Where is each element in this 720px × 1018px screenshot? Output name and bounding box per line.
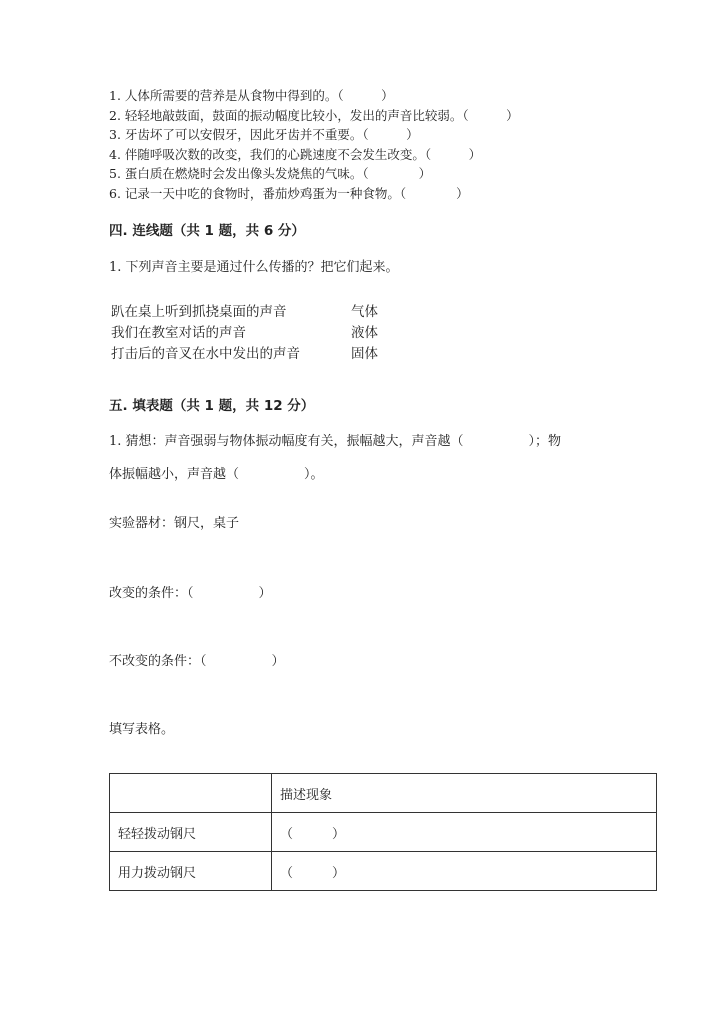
table-row-label-1: 轻轻拨动钢尺 bbox=[110, 813, 272, 852]
table-row-label-2: 用力拨动钢尺 bbox=[110, 852, 272, 891]
tf-item-3: 3. 牙齿坏了可以安假牙，因此牙齿并不重要。（ ） bbox=[109, 127, 419, 143]
tf-item-5: 5. 蛋白质在燃烧时会发出像头发烧焦的气味。（ ） bbox=[109, 166, 432, 182]
match-right-item-2: 液体 bbox=[351, 325, 378, 341]
section5-line1: 1. 猜想：声音强弱与物体振动幅度有关，振幅越大，声音越（ ）；物 bbox=[109, 434, 562, 449]
table-row-answer-1: （ ） bbox=[272, 813, 657, 852]
section5-line2: 体振幅越小，声音越（ ）。 bbox=[109, 467, 324, 482]
match-row bbox=[111, 302, 378, 323]
section4-title: 四. 连线题（共 1 题，共 6 分） bbox=[109, 223, 305, 239]
unchanged-condition-line: 不改变的条件：（ ） bbox=[109, 654, 285, 669]
table-header-row bbox=[110, 774, 657, 813]
matching-block bbox=[111, 302, 378, 365]
table-row bbox=[110, 813, 657, 852]
match-left-item-1: 趴在桌上听到抓挠桌面的声音 bbox=[111, 304, 287, 320]
true-false-list bbox=[109, 86, 669, 204]
match-right-item-3: 固体 bbox=[351, 346, 378, 362]
section5-title: 五. 填表题（共 1 题，共 12 分） bbox=[109, 398, 315, 414]
match-left-item-2: 我们在教室对话的声音 bbox=[111, 325, 246, 341]
table-header-phenomenon: 描述现象 bbox=[272, 774, 657, 813]
match-right-item-1: 气体 bbox=[351, 304, 378, 320]
match-row bbox=[111, 344, 378, 365]
table-instruction: 填写表格。 bbox=[109, 722, 175, 737]
table-row bbox=[110, 852, 657, 891]
table-row-answer-2: （ ） bbox=[272, 852, 657, 891]
tf-item-6: 6. 记录一天中吃的食物时，番茄炒鸡蛋为一种食物。（ ） bbox=[109, 185, 469, 201]
match-row bbox=[111, 323, 378, 344]
tf-item-4: 4. 伴随呼吸次数的改变，我们的心跳速度不会发生改变。（ ） bbox=[109, 146, 482, 162]
observation-table bbox=[109, 773, 657, 891]
match-left-item-3: 打击后的音叉在水中发出的声音 bbox=[111, 346, 300, 362]
table-header-empty-cell bbox=[110, 774, 272, 813]
tf-item-1: 1. 人体所需要的营养是从食物中得到的。（ ） bbox=[109, 88, 394, 103]
changed-condition-line: 改变的条件：（ ） bbox=[109, 586, 272, 601]
tf-item-2: 2. 轻轻地敲鼓面，鼓面的振动幅度比较小，发出的声音比较弱。（ ） bbox=[109, 107, 519, 123]
equipment-line: 实验器材：钢尺，桌子 bbox=[109, 516, 240, 531]
section4-question: 1. 下列声音主要是通过什么传播的？把它们起来。 bbox=[109, 260, 399, 275]
